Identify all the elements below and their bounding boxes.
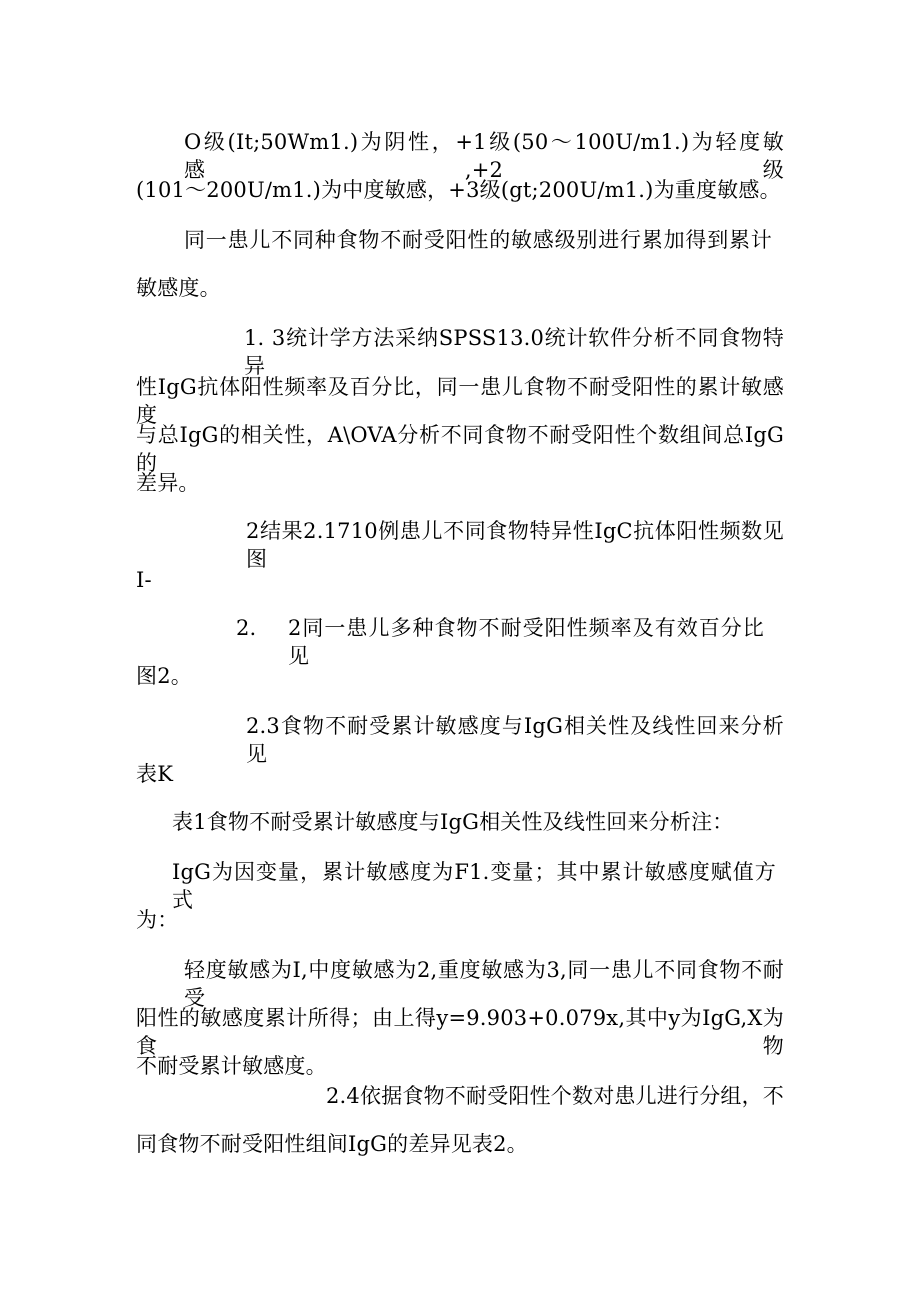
paragraph-8-line-2: 阳性的敏感度累计所得；由上得y=9.903+0.079x,其中y为IgG,X为食物 bbox=[136, 1006, 784, 1058]
paragraph-3-line-4: 差异。 bbox=[136, 471, 200, 495]
paragraph-2-line-1: 同一患儿不同种食物不耐受阳性的敏感级别进行累加得到累计 bbox=[184, 228, 772, 252]
paragraph-5-line-2: 图2。 bbox=[136, 664, 192, 688]
paragraph-1-line-1: O级(It;50Wm1.)为阴性，+1级(50～100U∕m1.)为轻度敏感,+2级 bbox=[184, 130, 784, 182]
paragraph-1-line-2: (101～200U∕m1.)为中度敏感，+3级(gt;200U∕m1.)为重度敏感。 bbox=[136, 178, 781, 202]
paragraph-5-line-1: 2同一患儿多种食物不耐受阳性频率及有效百分比见 bbox=[288, 616, 764, 668]
paragraph-3-line-3: 与总IgG的相关性，A\OVA分析不同食物不耐受阳性个数组间总IgG的 bbox=[136, 423, 784, 475]
paragraph-6-line-2: 表K bbox=[136, 762, 174, 786]
paragraph-8-line-1: 轻度敏感为I,中度敏感为2,重度敏感为3,同一患儿不同食物不耐受 bbox=[184, 958, 784, 1010]
paragraph-3-line-1: 1. 3统计学方法采纳SPSS13.0统计软件分析不同食物特异 bbox=[244, 326, 784, 378]
paragraph-7-line-1: IgG为因变量，累计敏感度为F1.变量；其中累计敏感度赋值方式 bbox=[172, 860, 776, 912]
paragraph-4-line-1: 2结果2.1710例患儿不同食物特异性IgC抗体阳性频数见图 bbox=[246, 519, 784, 571]
paragraph-3-line-2: 性IgG抗体阳性频率及百分比，同一患儿食物不耐受阳性的累计敏感度 bbox=[136, 375, 784, 427]
paragraph-9-line-2: 同食物不耐受阳性组间IgG的差异见表2。 bbox=[136, 1132, 528, 1156]
paragraph-2-line-2: 敏感度。 bbox=[136, 276, 221, 300]
paragraph-5-number: 2. bbox=[236, 616, 257, 640]
paragraph-9-line-1: 2.4依据食物不耐受阳性个数对患儿进行分组，不 bbox=[326, 1084, 784, 1108]
paragraph-8-line-3: 不耐受累计敏感度。 bbox=[136, 1054, 327, 1078]
paragraph-4-line-2: I- bbox=[136, 568, 152, 592]
paragraph-7-line-2: 为： bbox=[136, 908, 179, 932]
paragraph-6-line-1: 2.3食物不耐受累计敏感度与IgG相关性及线性回来分析见 bbox=[246, 714, 784, 766]
table-caption: 表1食物不耐受累计敏感度与IgG相关性及线性回来分析注： bbox=[172, 810, 734, 834]
